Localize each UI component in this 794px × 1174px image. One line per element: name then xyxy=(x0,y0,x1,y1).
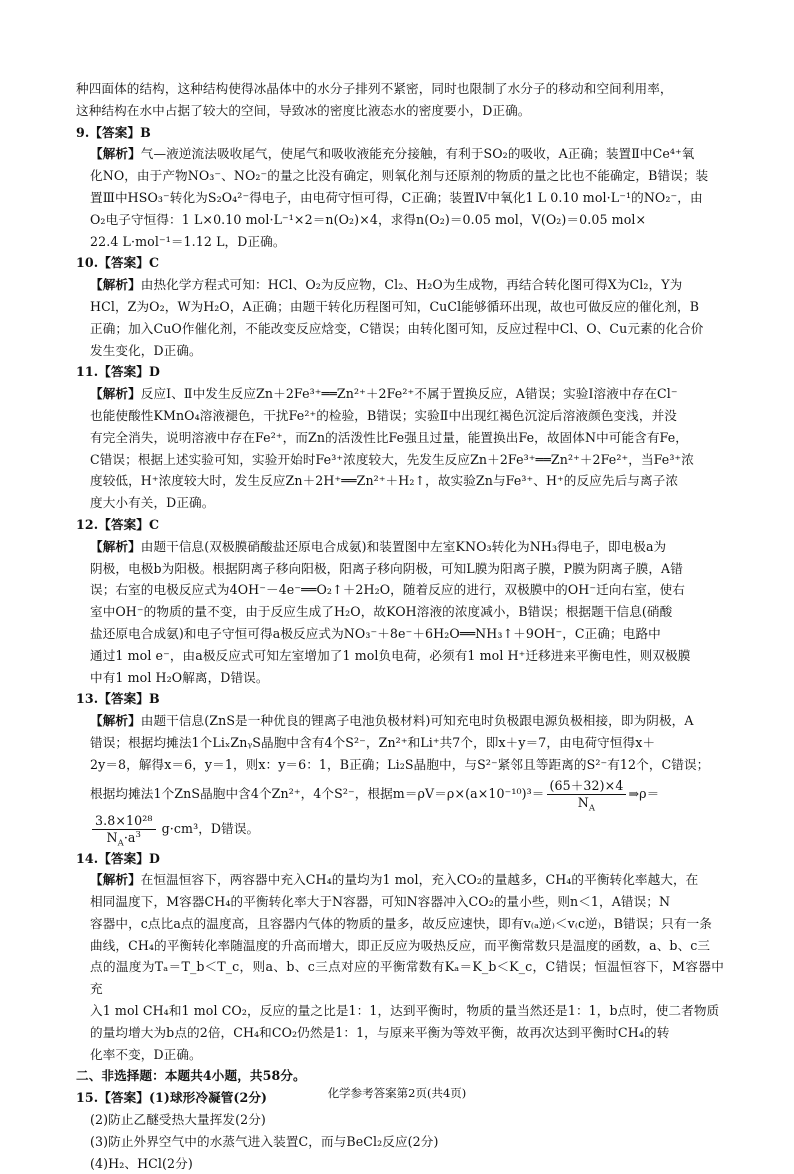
text-line: 这种结构在水中占据了较大的空间，导致冰的密度比液态水的密度要小，D正确。 xyxy=(76,102,531,118)
text-line: O₂电子守恒得：1 L×0.10 mol·L⁻¹×2＝n(O₂)×4，求得n(O₂)＝0.05 mol，V(O₂)＝0.05 mol× xyxy=(90,211,647,227)
text-line: 阴极，电极b为阳极。根据阴离子移向阳极，阳离子移向阴极，可知L膜为阳离子膜，P膜为阴离子膜，A错 xyxy=(90,560,683,576)
text-line: 误；右室的电极反应式为4OH⁻－4e⁻══O₂↑＋2H₂O，随着反应的进行，双极膜中的OH⁻迁向右室，使右 xyxy=(90,582,685,598)
explanation-label: 【解析】 xyxy=(90,872,141,888)
text-line: 曲线，CH₄的平衡转化率随温度的升高而增大，即正反应为吸热反应，而平衡常数只是温度的函数，a、b、c三 xyxy=(90,937,711,953)
formula-line xyxy=(76,812,724,849)
fraction-mass xyxy=(547,777,627,814)
answer-page xyxy=(76,78,724,1174)
answer-10: 10.【答案】C xyxy=(76,255,160,271)
explanation-label: 【解析】 xyxy=(90,713,141,729)
text-line: 度大小有关，D正确。 xyxy=(90,495,215,511)
answer-12: 12.【答案】C xyxy=(76,516,160,532)
text-segment: ⇒ρ＝ xyxy=(628,785,660,801)
answer-15: 15.【答案】(1)球形冷凝管(2分) xyxy=(76,1090,268,1106)
text-line: HCl，Z为O₂，W为H₂O，A正确；由题干转化历程图可知，CuCl能够循环出现，故也可做反应的催化剂，B xyxy=(90,298,700,314)
explanation-14: 【解析】在恒温恒容下，两容器中充入CH₄的量均为1 mol，充入CO₂的量越多，CH₄的平衡转化率越大，在 xyxy=(90,872,699,888)
text-segment: g·cm³，D错误。 xyxy=(161,820,260,836)
text-line: (4)H₂、HCl(2分) xyxy=(90,1155,193,1171)
fraction-denominator: $N_A$ xyxy=(577,794,596,814)
text-line: 种四面体的结构，这种结构使得冰晶体中的水分子排列不紧密，同时也限制了水分子的移动和空间利用率， xyxy=(76,81,673,96)
text-line: 相同温度下，M容器CH₄的平衡转化率大于N容器，可知N容器冲入CO₂的量小些，则n＜1，A错误；N xyxy=(90,894,671,910)
text-line: 正确；加入CuO作催化剂，不能改变反应焓变，C错误；由转化图可知，反应过程中Cl、O、Cu元素的化合价 xyxy=(90,320,704,336)
explanation-9: 【解析】气—液逆流法吸收尾气，使尾气和吸收液能充分接触，有利于SO₂的吸收，A正确；装置Ⅱ中Ce⁴⁺氧 xyxy=(90,146,695,162)
text-line: 也能使酸性KMnO₄溶液褪色，干扰Fe²⁺的检验，B错误；实验Ⅱ中出现红褐色沉淀后溶液颜色变浅，并没 xyxy=(90,407,677,423)
answer-14: 14.【答案】D xyxy=(76,850,161,866)
explanation-label: 【解析】 xyxy=(90,146,141,162)
text-line: 化NO，由于产物NO₃⁻、NO₂⁻的量之比没有确定，则氧化剂与还原剂的物质的量之比也不能确定，B错误；装 xyxy=(90,168,709,184)
text-line: 盐还原电合成氨)和电子守恒可得a极反应式为NO₃⁻＋8e⁻＋6H₂O══NH₃↑＋9OH⁻，C正确；电路中 xyxy=(90,625,661,641)
explanation-label: 【解析】 xyxy=(90,386,141,402)
text-segment: 根据均摊法1个ZnS晶胞中含4个Zn²⁺，4个S²⁻，根据m＝ρV＝ρ×(a×10⁻¹⁰)³＝ xyxy=(90,785,545,801)
text-line: 有完全消失，说明溶液中存在Fe²⁺，而Zn的活泼性比Fe强且过量，能置换出Fe，故固体N中可能含有Fe， xyxy=(90,429,688,445)
answer-9: 9.【答案】B xyxy=(76,124,151,140)
answer-13: 13.【答案】B xyxy=(76,691,160,707)
text-line: 中有1 mol H₂O解离，D错误。 xyxy=(90,669,269,685)
text-line: 化率不变，D正确。 xyxy=(90,1046,202,1062)
fraction-numerator: 3.8×10²⁸ xyxy=(92,813,156,830)
text-line: 发生变化，D正确。 xyxy=(90,342,202,358)
text-line: 错误；根据均摊法1个LiₓZnᵧS晶胞中含有4个S²⁻，Zn²⁺和Li⁺共7个，即x＋y＝7，由电荷守恒得x＋ xyxy=(90,734,656,750)
fraction-density xyxy=(92,812,156,849)
section-heading: 二、非选择题：本题共4小题，共58分。 xyxy=(76,1068,306,1084)
explanation-label: 【解析】 xyxy=(90,277,141,293)
text-line: (3)防止外界空气中的水蒸气进入装置C，而与BeCl₂反应(2分) xyxy=(90,1133,439,1149)
fraction-denominator: $N_A\cdot a^3$ xyxy=(106,829,142,849)
explanation-10: 【解析】由热化学方程式可知：HCl、O₂为反应物，Cl₂、H₂O为生成物，再结合转化图可得X为Cl₂，Y为 xyxy=(90,277,683,293)
text-line: 入1 mol CH₄和1 mol CO₂，反应的量之比是1：1，达到平衡时，物质的量当然还是1：1，b点时，使二者物质 xyxy=(90,1003,720,1019)
text-line: 置Ⅲ中HSO₃⁻转化为S₂O₄²⁻得电子，由电荷守恒可得，C正确；装置Ⅳ中氧化1 L 0.10 mol·L⁻¹的NO₂⁻，由 xyxy=(90,189,703,205)
fraction-numerator: (65＋32)×4 xyxy=(547,778,627,795)
formula-line xyxy=(76,777,724,814)
text-line: 容器中，c点比a点的温度高，且容器内气体的物质的量多，故反应速快，即有v₍ₐ逆₎＜v₍c逆₎，B错误；只有一条 xyxy=(90,915,712,931)
explanation-12: 【解析】由题干信息(双极膜硝酸盐还原电合成氨)和装置图中左室KNO₃转化为NH₃得电子，即电极a为 xyxy=(90,538,667,554)
text-line: 室中OH⁻的物质的量不变，由于反应生成了H₂O，故KOH溶液的浓度减小，B错误；根据题干信息(硝酸 xyxy=(90,604,673,620)
text-line: 度较低，H⁺浓度较大时，发生反应Zn＋2H⁺══Zn²⁺＋H₂↑，故实验Zn与Fe³⁺、H⁺的反应先后与离子浓 xyxy=(90,473,679,489)
text-line: 22.4 L·mol⁻¹＝1.12 L，D正确。 xyxy=(90,233,286,249)
text-line: 的量均增大为b点的2倍，CH₄和CO₂仍然是1：1，与原来平衡为等效平衡，故再次达到平衡时CH₄的转 xyxy=(90,1024,670,1040)
explanation-label: 【解析】 xyxy=(90,538,141,554)
text-line: 点的温度为Tₐ＝T_b＜T_c，则a、b、c三点对应的平衡常数有Kₐ＝K_b＜K_c，C错误；恒温恒容下，M容器中充 xyxy=(90,959,724,997)
page-footer: 化学参考答案第2页(共4页) xyxy=(327,1086,467,1100)
answer-11: 11.【答案】D xyxy=(76,364,161,380)
explanation-11: 【解析】反应Ⅰ、Ⅱ中发生反应Zn＋2Fe³⁺══Zn²⁺＋2Fe²⁺不属于置换反应，A错误；实验Ⅰ溶液中存在Cl⁻ xyxy=(90,386,678,402)
text-line: 2y＝8，解得x＝6，y＝1，则x：y＝6：1，B正确；Li₂S晶胞中，与S²⁻紧邻且等距离的S²⁻有12个，C错误； xyxy=(90,756,710,772)
explanation-13: 【解析】由题干信息(ZnS是一种优良的锂离子电池负极材料)可知充电时负极跟电源负极相接，即为阴极，A xyxy=(90,713,694,729)
text-line: C错误；根据上述实验可知，实验开始时Fe³⁺浓度较大，先发生反应Zn＋2Fe³⁺══Zn²⁺＋2Fe²⁺，当Fe³⁺浓 xyxy=(90,451,694,467)
text-line: 通过1 mol e⁻，由a极反应式可知左室增加了1 mol负电荷，必须有1 mol H⁺迁移进来平衡电性，则双极膜 xyxy=(90,647,691,663)
text-line: (2)防止乙醚受热大量挥发(2分) xyxy=(90,1112,266,1128)
